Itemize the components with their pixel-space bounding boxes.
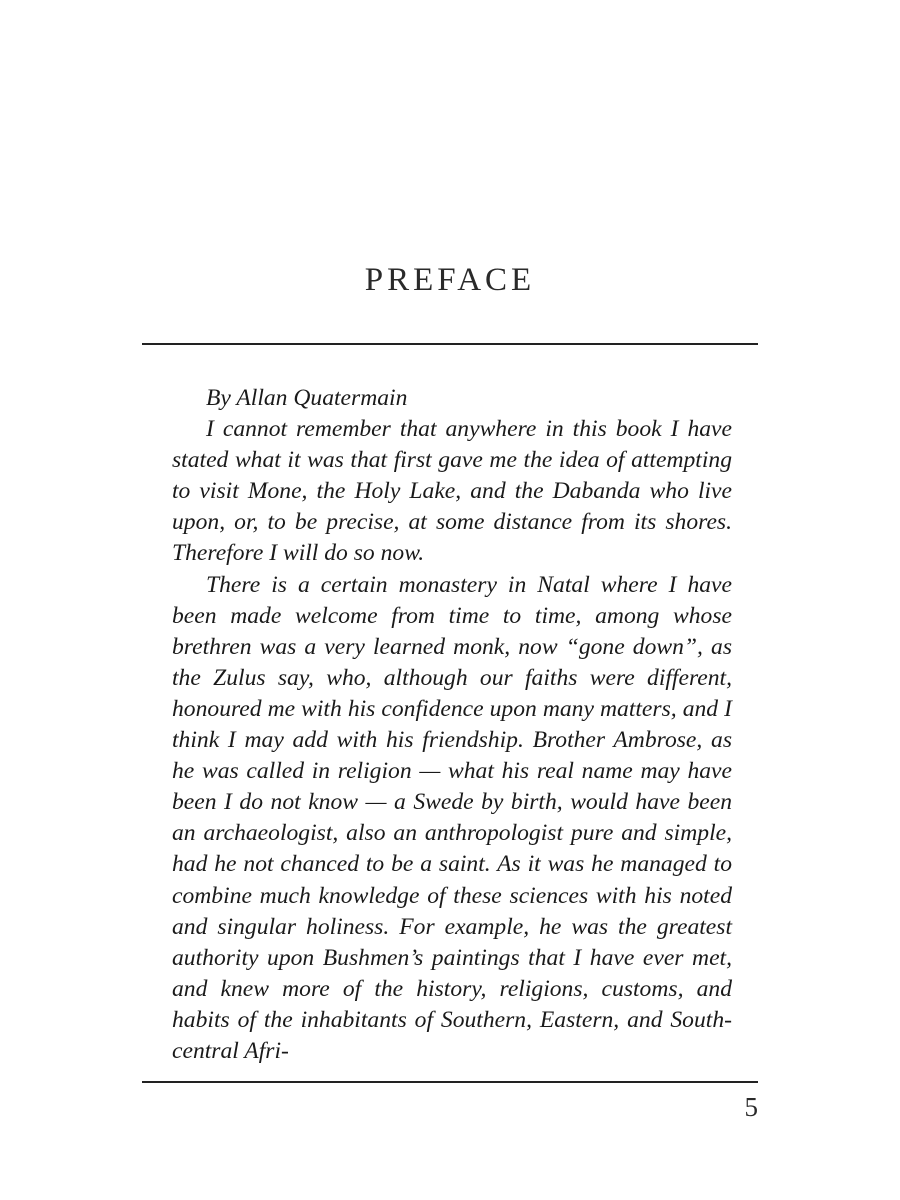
- bottom-rule: [142, 1081, 758, 1083]
- body-paragraph: There is a certain monastery in Natal where I have been made welcome from time to time, among whose brethren was a very learned monk, now “gone down”, as the Zulus say, who, although our faiths were different, honoured me with his confidence upon many matters, and I think I may add with his friendship. Brother Ambrose, as he was called in religion — what his real name may have been I do not know — a Swede by birth, would have been an archaeologist, also an anthropologist pure and simple, had he not chanced to be a saint. As it was he managed to combine much knowledge of these sciences with his noted and singular holiness. For example, he was the greatest authority upon Bushmen’s paintings that I have ever met, and knew more of the history, religions, customs, and habits of the inhabitants of Southern, Eastern, and South-central Afri-: [172, 571, 732, 1064]
- page-number: 5: [744, 1092, 758, 1122]
- body-text: [172, 383, 732, 1067]
- byline-paragraph: By Allan Quatermain: [206, 385, 408, 411]
- body-paragraph: I cannot remember that anywhere in this book I have stated what it was that first gave me the idea of attempting to visit Mone, the Holy Lake, and the Dabanda who live upon, or, to be precise, at some distance from its shores. Therefore I will do so now.: [172, 416, 732, 567]
- top-rule: [142, 343, 758, 345]
- chapter-title: PREFACE: [364, 262, 536, 298]
